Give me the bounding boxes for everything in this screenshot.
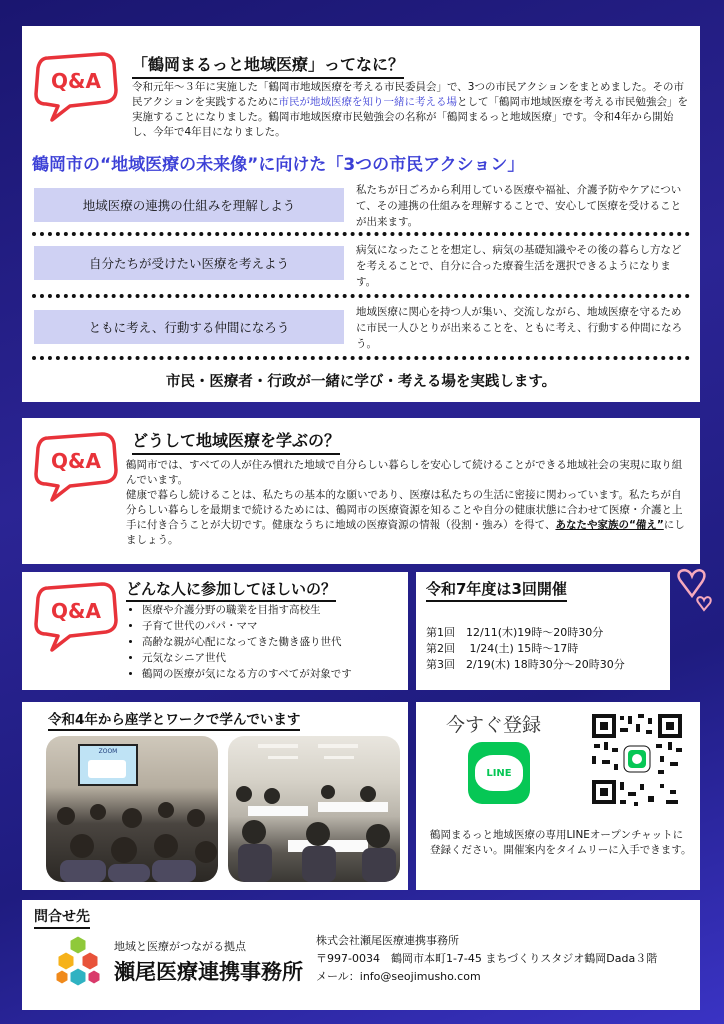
- svg-text:Q&A: Q&A: [51, 599, 101, 623]
- why-paragraph-2: 健康で暮らし続けることは、私たちの基本的な願いであり、医療は私たちの生活に密接に関わっています。私たちが自分らしい暮らしを最期まで続けるためには、鶴岡市の医療資源を知ることや自分の健康状態に合わせて医療・介護と上手に付き合うことが大切です。健康なうちに地域の医療資源の情報（役割・強み）を得て、あなたや家族の“備え”にしましょう。: [126, 489, 685, 546]
- line-description: 鶴岡まるっと地域医療の専用LINEオープンチャットに登録ください。開催案内をタイムリーに入手できます。: [430, 829, 692, 856]
- divider: [32, 294, 690, 298]
- svg-text:Q&A: Q&A: [51, 449, 101, 473]
- why-card: [22, 418, 700, 564]
- qa-speech-bubble-icon: [28, 430, 124, 502]
- org-tagline: 地域と医療がつながる拠点: [114, 940, 246, 953]
- list-item: • 鶴岡の医療が気になる方のすべてが対象です: [142, 666, 418, 682]
- contact-card: [22, 900, 700, 1010]
- qa-speech-bubble-icon: [28, 580, 124, 652]
- line-logo-icon[interactable]: LINE: [468, 742, 530, 804]
- photos-title: 令和4年から座学とワークで学んでいます: [48, 708, 300, 731]
- hearts-icon: [672, 566, 720, 616]
- schedule-row: 第1回 12/11(木)19時〜20時30分: [426, 626, 604, 639]
- target-list: [126, 602, 418, 682]
- screen-text: ZOOM: [98, 748, 118, 755]
- action-desc-2: 病気になったことを想定し、病気の基礎知識やその後の暮らし方などを考えることで、自分に合った療養生活を選択できるようになります。: [356, 244, 682, 288]
- divider: [32, 232, 690, 236]
- email[interactable]: メール：info@seojimusho.com: [316, 970, 481, 983]
- list-item: • 子育て世代のパパ・ママ: [142, 618, 418, 634]
- section-title-who: どんな人に参加してほしいの？: [126, 578, 336, 602]
- qa-speech-bubble-icon: [28, 50, 124, 122]
- photos-card: [22, 702, 408, 890]
- divider: [32, 356, 690, 360]
- contact-title: 問合せ先: [34, 906, 90, 929]
- schedule-title: 令和7年度は3回開催: [426, 578, 567, 602]
- svg-text:Q&A: Q&A: [51, 69, 101, 93]
- who-card: [22, 572, 408, 690]
- action-desc-3: 地域医療に関心を持つ人が集い、交流しながら、地域医療を守るために市民一人ひとりが出来ることを、ともに考え、行動する仲間になろう。: [356, 306, 683, 350]
- list-item: • 元気なシニア世代: [142, 650, 418, 666]
- schedule-row: 第2回 1/24(土) 15時〜17時: [426, 642, 579, 655]
- why-paragraph-1: 鶴岡市では、すべての人が住み慣れた地域で自分らしい暮らしを安心して続けることができる地域社会の実現に取り組んでいます。: [126, 459, 683, 486]
- action-desc-1: 私たちが日ごろから利用している医療や福祉、介護予防やケアについて、その連携の仕組みを理解することで、安心して医療を受けることが出来ます。: [356, 184, 682, 228]
- list-item: • 医療や介護分野の職業を目指す高校生: [142, 602, 418, 618]
- lecture-photo: [46, 736, 218, 882]
- address: 〒997-0034 鶴岡市本町1-7-45 まちづくりスタジオ鶴岡Dada３階: [316, 952, 658, 965]
- action-label-2: 自分たちが受けたい医療を考えよう: [34, 246, 344, 280]
- schedule-card: [416, 572, 670, 690]
- intro-paragraph: 令和元年〜３年に実施した「鶴岡市地域医療を考える市民委員会」で、3つの市民アクションをまとめました。その市民アクションを実践するために市民が地域医療を知り一緒に考える場として「鶴岡市地域医療を考える市民勉強会」を実施することになりました。鶴岡市地域医療市民勉強会の名称が「鶴岡まるっと地域医療」です。令和4年から開始し、今年で4年目になりました。: [132, 81, 688, 138]
- section-title-what-is: 「鶴岡まるっと地域医療」ってなに？: [132, 52, 404, 79]
- actions-subtitle: 鶴岡市の“地域医療の未来像”に向けた「3つの市民アクション」: [32, 155, 525, 175]
- list-item: • 高齢な親が心配になってきた働き盛り世代: [142, 634, 418, 650]
- qr-code-icon[interactable]: [590, 712, 684, 806]
- register-heading: 今すぐ登録: [446, 714, 542, 736]
- section-title-why: どうして地域医療を学ぶの？: [132, 428, 340, 455]
- highlight-text: 市民が地域医療を知り一緒に考える場: [278, 96, 457, 108]
- company-name: 株式会社瀬尾医療連携事務所: [316, 934, 459, 947]
- emphasis-text: あなたや家族の“備え”: [555, 519, 664, 531]
- action-label-3: ともに考え、行動する仲間になろう: [34, 310, 344, 344]
- action-label-1: 地域医療の連携の仕組みを理解しよう: [34, 188, 344, 222]
- workshop-photo: [228, 736, 400, 882]
- line-card: [416, 702, 700, 890]
- schedule-row: 第3回 2/19(木) 18時30分〜20時30分: [426, 658, 625, 671]
- org-name: 瀬尾医療連携事務所: [114, 960, 303, 984]
- intro-card: [22, 26, 700, 402]
- conclusion-text: 市民・医療者・行政が一緒に学び・考える場を実践します。: [165, 374, 557, 390]
- hexagon-logo-icon: [52, 934, 104, 990]
